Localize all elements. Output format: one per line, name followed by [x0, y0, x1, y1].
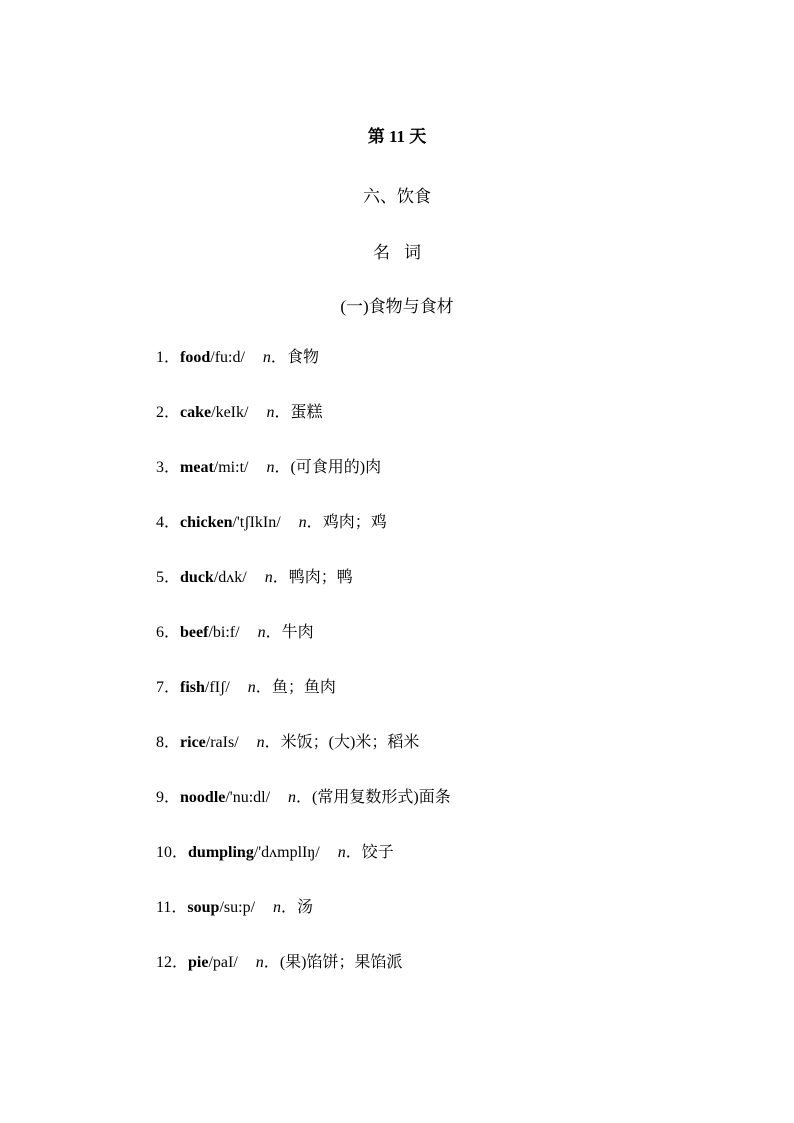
entry-part-of-speech: n: [264, 569, 273, 586]
entry-number: 2．: [156, 404, 181, 421]
entry-word: dumpling: [188, 844, 254, 861]
entry-meaning: (可食用的)肉: [290, 459, 382, 476]
entry-part-of-speech: n: [298, 514, 307, 531]
entry-phonetic: /fu:d/: [210, 349, 245, 366]
entry-phonetic: /'nu:dl/: [225, 789, 271, 806]
entry-number: 9．: [156, 789, 181, 806]
entry-word: rice: [180, 734, 206, 751]
vocabulary-entry: [156, 896, 716, 951]
entry-meaning: 米饭；(大)米；稻米: [280, 734, 420, 751]
entry-separator: ．: [274, 404, 291, 421]
vocabulary-entry: [156, 346, 716, 401]
entry-number: 8．: [156, 734, 181, 751]
entry-part-of-speech: n: [273, 899, 282, 916]
entry-part-of-speech: n: [266, 459, 275, 476]
entry-word: chicken: [180, 514, 233, 531]
entry-part-of-speech: n: [262, 349, 271, 366]
entry-word: noodle: [180, 789, 226, 806]
entry-separator: ．: [264, 734, 281, 751]
entry-meaning: 食物: [286, 349, 319, 366]
entry-phonetic: /mi:t/: [213, 459, 249, 476]
entry-part-of-speech: n: [266, 404, 275, 421]
entry-meaning: 汤: [297, 899, 314, 916]
entry-word: soup: [187, 899, 220, 916]
entry-meaning: 蛋糕: [290, 404, 323, 421]
entry-separator: ．: [274, 459, 291, 476]
vocabulary-entry: [156, 621, 716, 676]
entry-part-of-speech: n: [255, 954, 264, 971]
vocabulary-entry: [156, 676, 716, 731]
entry-word: pie: [188, 954, 209, 971]
vocabulary-entry: [156, 951, 716, 1006]
vocabulary-entry: [156, 401, 716, 456]
entry-word: cake: [180, 404, 212, 421]
page-title: 第 11 天: [367, 127, 427, 146]
entry-phonetic: /dʌk/: [213, 569, 247, 586]
entry-phonetic: /fIʃ/: [204, 679, 230, 696]
entry-separator: ．: [345, 844, 362, 861]
entry-word: duck: [180, 569, 214, 586]
vocabulary-entry: [156, 786, 716, 841]
entry-separator: ．: [263, 954, 280, 971]
entry-number: 10．: [156, 844, 189, 861]
vocabulary-entry: [156, 456, 716, 511]
entry-number: 12．: [156, 954, 189, 971]
entry-separator: ．: [270, 349, 287, 366]
entry-phonetic: /raIs/: [205, 734, 239, 751]
entry-part-of-speech: n: [256, 734, 265, 751]
entry-meaning: 鸭肉；鸭: [288, 569, 353, 586]
entry-phonetic: /keIk/: [211, 404, 249, 421]
entry-separator: ．: [255, 679, 272, 696]
entry-number: 6．: [156, 624, 181, 641]
entry-number: 4．: [156, 514, 181, 531]
entry-meaning: 牛肉: [281, 624, 314, 641]
entry-part-of-speech: n: [337, 844, 346, 861]
entry-phonetic: /su:p/: [219, 899, 256, 916]
entry-number: 3．: [156, 459, 181, 476]
entry-phonetic: /paI/: [208, 954, 238, 971]
entry-part-of-speech: n: [247, 679, 256, 696]
entry-phonetic: /bi:f/: [208, 624, 240, 641]
vocabulary-entry: [156, 566, 716, 621]
entry-meaning: 饺子: [361, 844, 394, 861]
entry-separator: ．: [296, 789, 313, 806]
section-heading: 六、饮食: [363, 187, 431, 206]
entry-word: food: [180, 349, 211, 366]
entry-word: fish: [180, 679, 205, 696]
entry-separator: ．: [265, 624, 282, 641]
entry-number: 7．: [156, 679, 181, 696]
entry-word: meat: [180, 459, 214, 476]
vocabulary-list: [156, 346, 716, 1006]
entry-word: beef: [180, 624, 209, 641]
entry-phonetic: /'tʃIkIn/: [232, 514, 281, 531]
entry-meaning: (果)馅饼；果馅派: [279, 954, 403, 971]
category-heading: 名词: [373, 243, 435, 262]
vocabulary-entry: [156, 511, 716, 566]
entry-number: 11．: [156, 899, 188, 916]
entry-separator: ．: [281, 899, 298, 916]
subsection-heading: (一)食物与食材: [340, 297, 454, 316]
entry-meaning: 鸡肉；鸡: [322, 514, 387, 531]
vocabulary-entry: [156, 731, 716, 786]
entry-separator: ．: [306, 514, 323, 531]
entry-separator: ．: [272, 569, 289, 586]
vocabulary-entry: [156, 841, 716, 896]
entry-part-of-speech: n: [288, 789, 297, 806]
entry-meaning: (常用复数形式)面条: [312, 789, 451, 806]
entry-number: 1．: [156, 349, 181, 366]
entry-number: 5．: [156, 569, 181, 586]
entry-part-of-speech: n: [257, 624, 266, 641]
entry-meaning: 鱼；鱼肉: [271, 679, 336, 696]
entry-phonetic: /'dʌmplIŋ/: [253, 844, 320, 861]
